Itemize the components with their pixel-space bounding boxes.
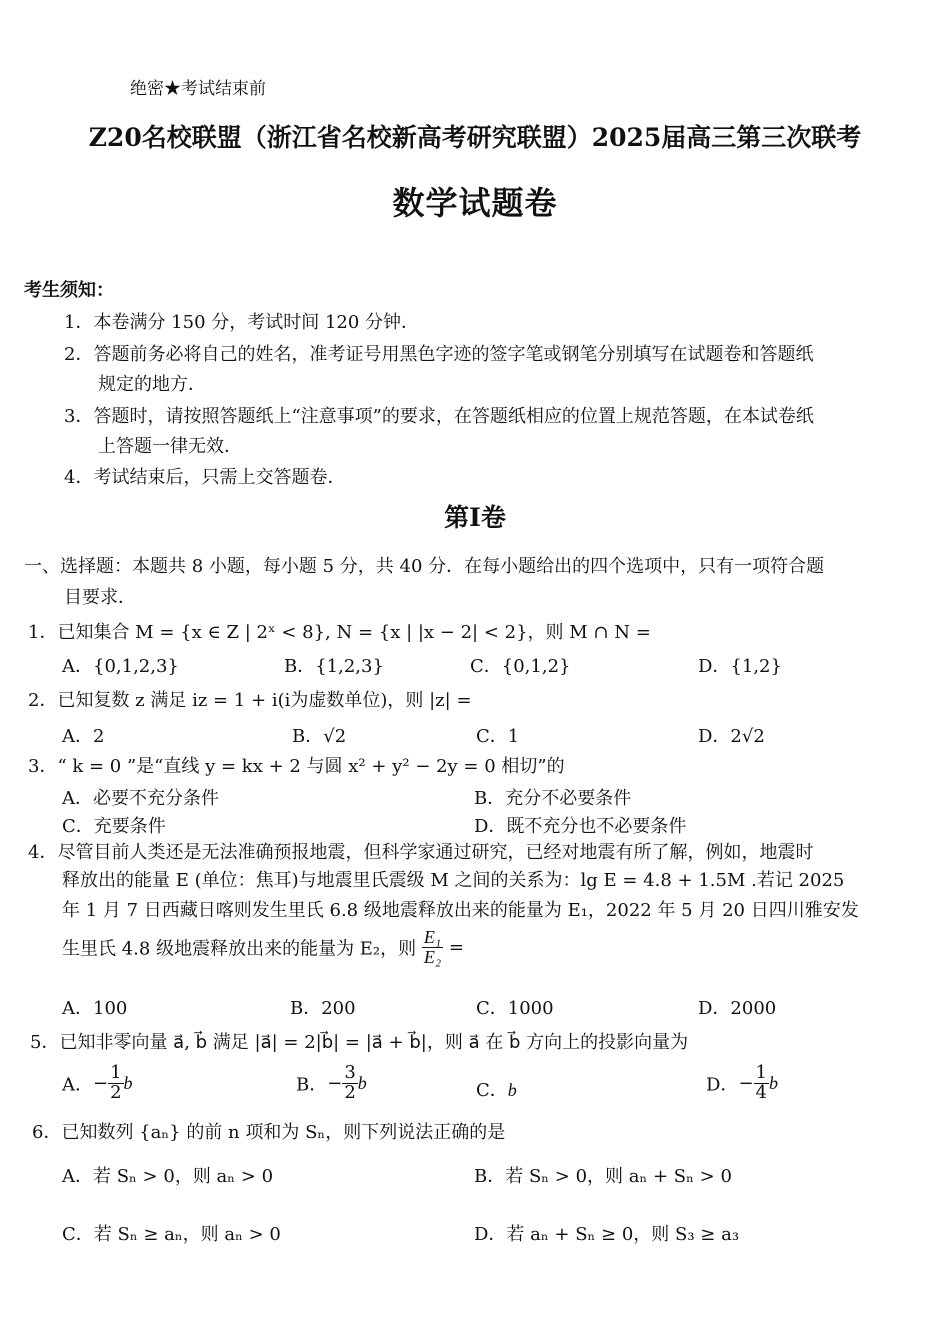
question-5-stem: 5．已知非零向量 a⃗, b⃗ 满足 |a⃗| = 2|b⃗| = |a⃗ + b⃗|，则 a⃗ 在 b⃗ 方向上的投影向量为 bbox=[30, 1032, 689, 1053]
q5-option-a-num: 1 bbox=[110, 1062, 122, 1083]
question-4-line-1: 4．尽管目前人类还是无法准确预报地震，但科学家通过研究，已经对地震有所了解，例如，地震时 bbox=[28, 842, 814, 863]
question-4-line-2: 释放出的能量 E (单位：焦耳)与地震里氏震级 M 之间的关系为：lg E = 4.8 + 1.5M .若记 2025 bbox=[62, 870, 845, 891]
q5-option-b bbox=[296, 1064, 381, 1103]
q5-option-b-fraction bbox=[342, 1064, 357, 1103]
notice-item-3: 3．答题时，请按照答题纸上“注意事项”的要求，在答题纸相应的位置上规范答题，在本试卷纸 bbox=[64, 406, 814, 427]
q5-option-b-vector: b⃗ bbox=[357, 1072, 381, 1093]
q6-option-c: C．若 Sₙ ≥ aₙ，则 aₙ > 0 bbox=[62, 1224, 281, 1245]
q5-option-d-num: 1 bbox=[755, 1062, 767, 1083]
q5-option-a-fraction bbox=[108, 1064, 123, 1103]
q5-option-b-label: B． bbox=[296, 1074, 328, 1096]
q2-option-b: B．√2 bbox=[292, 726, 347, 747]
q5-option-a-den: 2 bbox=[110, 1081, 122, 1103]
q5-option-d-den: 4 bbox=[755, 1081, 767, 1103]
q2-option-a: A．2 bbox=[62, 726, 105, 747]
q4-option-d: D．2000 bbox=[698, 998, 777, 1019]
q5-option-c-vector: b⃗ bbox=[507, 1080, 531, 1100]
q6-option-a: A．若 Sₙ > 0，则 aₙ > 0 bbox=[62, 1166, 274, 1187]
q5-option-d-label: D． bbox=[706, 1074, 739, 1096]
q4-option-c: C．1000 bbox=[476, 998, 554, 1019]
q1-option-d: D．{1,2} bbox=[698, 656, 782, 677]
q4-fraction-numerator: E₁ bbox=[423, 927, 442, 947]
q5-option-d-sign: − bbox=[738, 1072, 754, 1094]
exam-title: Z20名校联盟（浙江省名校新高考研究联盟）2025届高三第三次联考 bbox=[88, 123, 862, 152]
notice-item-2: 2．答题前务必将自己的姓名，准考证号用黑色字迹的签字笔或钢笔分别填写在试题卷和答题纸 bbox=[64, 344, 814, 365]
q5-option-a-label: A． bbox=[62, 1074, 93, 1096]
notice-item-2-cont: 规定的地方． bbox=[98, 374, 206, 395]
q2-option-c: C．1 bbox=[476, 726, 520, 747]
question-6-stem: 6．已知数列 {aₙ} 的前 n 项和为 Sₙ，则下列说法正确的是 bbox=[32, 1122, 506, 1143]
question-4-line-4 bbox=[62, 928, 464, 967]
q5-option-c bbox=[476, 1076, 531, 1102]
q1-option-b: B．{1,2,3} bbox=[284, 656, 384, 677]
q2-option-d: D．2√2 bbox=[698, 726, 765, 747]
notice-item-4: 4．考试结束后，只需上交答题卷． bbox=[64, 467, 346, 488]
paper-subtitle: 数学试题卷 bbox=[392, 184, 558, 222]
q5-option-c-label: C． bbox=[476, 1080, 508, 1101]
q6-option-d: D．若 aₙ + Sₙ ≥ 0，则 S₃ ≥ a₃ bbox=[474, 1224, 740, 1245]
section-title: 第Ⅰ卷 bbox=[444, 503, 506, 532]
q5-option-b-sign: − bbox=[327, 1072, 343, 1094]
q3-option-b: B．充分不必要条件 bbox=[474, 788, 632, 809]
notice-heading: 考生须知： bbox=[24, 280, 114, 301]
question-2-stem: 2．已知复数 z 满足 iz = 1 + i(i为虚数单位)，则 |z| = bbox=[28, 690, 472, 711]
section-intro: 一、选择题：本题共 8 小题，每小题 5 分，共 40 分．在每小题给出的四个选项中，只有一项符合题 bbox=[24, 556, 825, 577]
q4-line-4-prefix: 生里氏 4.8 级地震释放出来的能量为 E₂，则 bbox=[62, 938, 417, 960]
question-4-line-3: 年 1 月 7 日西藏日喀则发生里氏 6.8 级地震释放出来的能量为 E₁，2022 年 5 月 20 日四川雅安发 bbox=[62, 900, 859, 921]
notice-item-3-cont: 上答题一律无效． bbox=[98, 436, 242, 457]
notice-item-1: 1．本卷满分 150 分，考试时间 120 分钟． bbox=[64, 312, 420, 333]
q4-line-4-suffix: = bbox=[448, 936, 464, 958]
section-intro-cont: 目要求． bbox=[64, 587, 136, 608]
q5-option-d-fraction bbox=[754, 1064, 769, 1103]
q5-option-d-vector: b⃗ bbox=[768, 1072, 792, 1093]
q3-option-c: C．充要条件 bbox=[62, 816, 166, 837]
q6-option-b: B．若 Sₙ > 0，则 aₙ + Sₙ > 0 bbox=[474, 1166, 732, 1187]
q3-option-d: D．既不充分也不必要条件 bbox=[474, 816, 687, 837]
q5-option-d bbox=[706, 1064, 792, 1103]
secret-mark: 绝密★考试结束前 bbox=[130, 79, 266, 99]
q4-option-b: B．200 bbox=[290, 998, 356, 1019]
q3-option-a: A．必要不充分条件 bbox=[62, 788, 219, 809]
q5-option-a-vector: b⃗ bbox=[123, 1072, 147, 1093]
q5-option-a bbox=[62, 1064, 147, 1103]
q1-option-a: A．{0,1,2,3} bbox=[62, 656, 179, 677]
q4-fraction-denominator: E₂ bbox=[423, 946, 442, 967]
q5-option-b-den: 2 bbox=[344, 1081, 356, 1103]
q1-option-c: C．{0,1,2} bbox=[470, 656, 571, 677]
question-3-stem: 3．“ k = 0 ”是“直线 y = kx + 2 与圆 x² + y² − 2y = 0 相切”的 bbox=[28, 756, 565, 777]
q5-option-a-sign: − bbox=[93, 1072, 109, 1094]
q5-option-b-num: 3 bbox=[344, 1062, 356, 1083]
q4-fraction bbox=[422, 928, 443, 967]
question-1-stem: 1．已知集合 M = {x ∈ Z | 2ˣ < 8}, N = {x | |x − 2| < 2}，则 M ∩ N = bbox=[28, 622, 651, 643]
q4-option-a: A．100 bbox=[62, 998, 128, 1019]
